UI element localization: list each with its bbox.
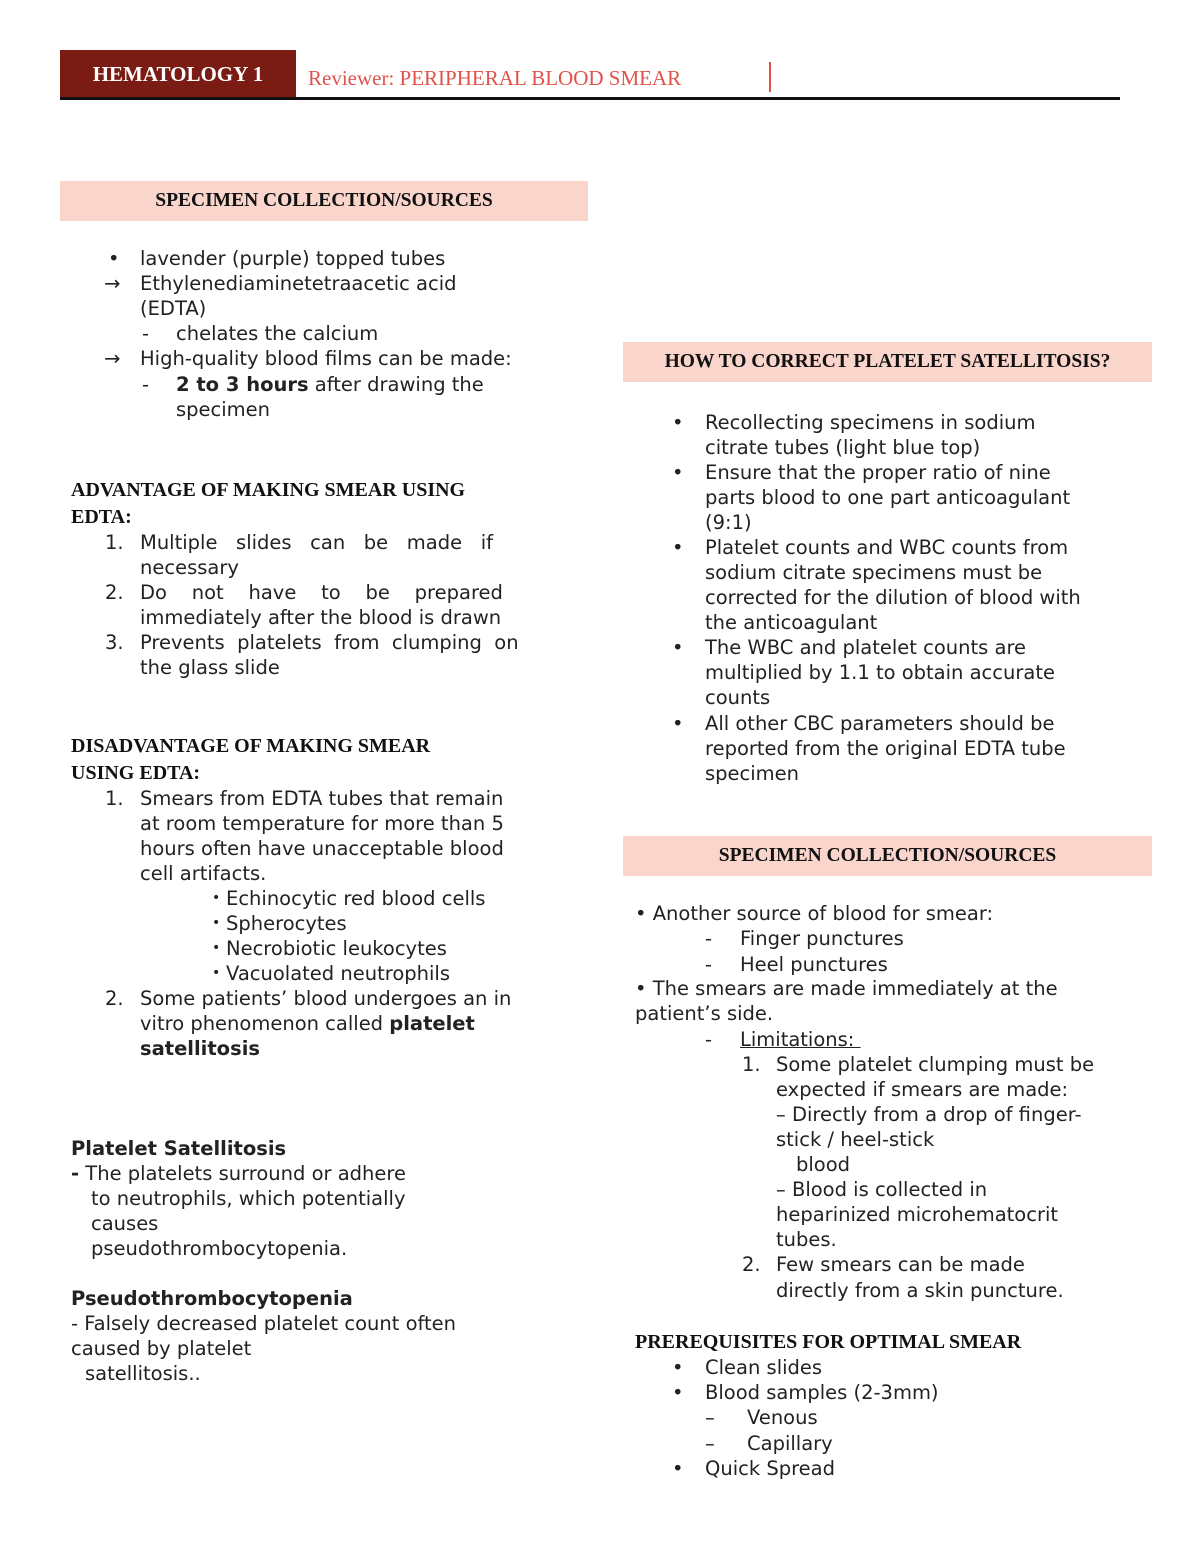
header-rule — [60, 97, 1120, 100]
list-item: Venous — [747, 1406, 818, 1429]
list-item: Echinocytic red blood cells — [226, 887, 486, 910]
list-item: specimen — [176, 398, 271, 421]
list-item: necessary — [140, 556, 239, 579]
list-item: – Blood is collected in — [776, 1178, 988, 1201]
list-item: specimen — [705, 762, 800, 785]
text: The platelets surround or adhere — [79, 1162, 406, 1185]
list-item: lavender (purple) topped tubes — [140, 247, 446, 270]
list-item: Blood samples (2-3mm) — [705, 1381, 939, 1404]
list-item: sodium citrate specimens must be — [705, 561, 1043, 584]
definition-line: - Falsely decreased platelet count often — [71, 1312, 457, 1335]
list-item: corrected for the dilution of blood with — [705, 586, 1081, 609]
definition-line: caused by platelet — [71, 1337, 252, 1360]
dash-glyph: - — [142, 373, 150, 396]
list-item: Spherocytes — [226, 912, 347, 935]
list-item: (9:1) — [705, 511, 752, 534]
number-label: 1. — [105, 787, 124, 810]
bullet: • — [212, 915, 221, 931]
number-label: 2. — [742, 1253, 761, 1276]
list-item: parts blood to one part anticoagulant — [705, 486, 1071, 509]
bullet: • — [108, 247, 120, 270]
bullet: • — [672, 411, 684, 434]
list-item: Some patients’ blood undergoes an in — [140, 987, 512, 1010]
arrow-glyph: → — [104, 272, 121, 295]
text: after drawing the — [308, 373, 484, 396]
list-item: immediately after the blood is drawn — [140, 606, 502, 629]
list-item: Platelet counts and WBC counts from — [705, 536, 1069, 559]
list-item: Ensure that the proper ratio of nine — [705, 461, 1051, 484]
text: vitro phenomenon called — [140, 1012, 390, 1035]
list-item: Clean slides — [705, 1356, 823, 1379]
list-item: – Directly from a drop of finger- — [776, 1103, 1082, 1126]
number-label: 2. — [105, 987, 124, 1010]
term-heading: Pseudothrombocytopenia — [71, 1287, 353, 1310]
list-item: • The smears are made immediately at the — [635, 977, 1058, 1000]
list-item — [140, 1011, 475, 1036]
list-item: Capillary — [747, 1432, 833, 1455]
dash-glyph: - — [705, 953, 713, 976]
section-heading: EDTA: — [71, 506, 132, 528]
number-label: 3. — [105, 631, 124, 654]
list-item: Ethylenediaminetetraacetic acid — [140, 272, 457, 295]
list-item: chelates the calcium — [176, 322, 379, 345]
section-heading: PREREQUISITES FOR OPTIMAL SMEAR — [635, 1331, 1022, 1353]
list-item: directly from a skin puncture. — [776, 1279, 1064, 1302]
number-label: 1. — [742, 1053, 761, 1076]
list-item: Heel punctures — [740, 953, 888, 976]
section-band-specimen-2: SPECIMEN COLLECTION/SOURCES — [623, 836, 1152, 876]
list-item: High-quality blood films can be made: — [140, 347, 512, 370]
list-item: Few smears can be made — [776, 1253, 1025, 1276]
list-item: The WBC and platelet counts are — [705, 636, 1027, 659]
list-item: citrate tubes (light blue top) — [705, 436, 981, 459]
list-item: hours often have unacceptable blood — [140, 837, 504, 860]
bullet: • — [212, 965, 221, 981]
dash-glyph: – — [705, 1432, 715, 1455]
dash-glyph: - — [705, 927, 713, 950]
limitations-label: Limitations: — [740, 1028, 861, 1051]
bullet: • — [672, 461, 684, 484]
course-title: HEMATOLOGY 1 — [60, 50, 296, 98]
list-item: the anticoagulant — [705, 611, 878, 634]
definition-line: pseudothrombocytopenia. — [91, 1237, 348, 1260]
list-item: patient’s side. — [635, 1002, 774, 1025]
dash-glyph: - — [142, 322, 150, 345]
list-item: Multiple slides can be made if — [140, 531, 493, 554]
list-item: Smears from EDTA tubes that remain — [140, 787, 504, 810]
list-item: expected if smears are made: — [776, 1078, 1069, 1101]
list-item: Do not have to be prepared — [140, 581, 503, 604]
list-item: multiplied by 1.1 to obtain accurate — [705, 661, 1055, 684]
bullet: • — [672, 1457, 684, 1480]
list-item — [176, 372, 484, 397]
list-item: All other CBC parameters should be — [705, 712, 1055, 735]
bullet: • — [672, 536, 684, 559]
list-item: counts — [705, 686, 771, 709]
list-item: tubes. — [776, 1228, 837, 1251]
list-item: Vacuolated neutrophils — [226, 962, 450, 985]
list-item: Quick Spread — [705, 1457, 836, 1480]
list-item: the glass slide — [140, 656, 280, 679]
section-band-specimen: SPECIMEN COLLECTION/SOURCES — [60, 181, 588, 221]
list-item: Finger punctures — [740, 927, 904, 950]
page-subtitle: Reviewer: PERIPHERAL BLOOD SMEAR — [308, 66, 682, 90]
list-item: Some platelet clumping must be — [776, 1053, 1095, 1076]
header-divider — [769, 62, 771, 92]
dash-glyph: – — [705, 1406, 715, 1429]
bold-text: 2 to 3 hours — [176, 373, 309, 396]
bullet: • — [212, 890, 221, 906]
dash-glyph: - — [71, 1162, 80, 1185]
bold-text: satellitosis — [140, 1037, 260, 1060]
section-heading: DISADVANTAGE OF MAKING SMEAR — [71, 735, 431, 757]
list-item: cell artifacts. — [140, 862, 267, 885]
list-item: Recollecting specimens in sodium — [705, 411, 1036, 434]
arrow-glyph: → — [104, 347, 121, 370]
definition-line: causes — [91, 1212, 159, 1235]
definition-line: to neutrophils, which potentially — [91, 1187, 406, 1210]
list-item: heparinized microhematocrit — [776, 1203, 1059, 1226]
list-item: reported from the original EDTA tube — [705, 737, 1066, 760]
definition-line: satellitosis.. — [85, 1362, 201, 1385]
bullet: • — [672, 636, 684, 659]
term-heading: Platelet Satellitosis — [71, 1137, 287, 1160]
bullet: • — [672, 712, 684, 735]
list-item: Prevents platelets from clumping on — [140, 631, 519, 654]
list-item: blood — [796, 1153, 851, 1176]
list-item: (EDTA) — [140, 297, 207, 320]
section-heading: USING EDTA: — [71, 762, 201, 784]
bullet: • — [212, 940, 221, 956]
bullet: • — [672, 1356, 684, 1379]
section-band-correct: HOW TO CORRECT PLATELET SATELLITOSIS? — [623, 342, 1152, 382]
number-label: 1. — [105, 531, 124, 554]
dash-glyph: - — [705, 1028, 713, 1051]
section-heading: ADVANTAGE OF MAKING SMEAR USING — [71, 479, 466, 501]
list-item: Necrobiotic leukocytes — [226, 937, 447, 960]
bold-text: platelet — [389, 1012, 475, 1035]
list-item: at room temperature for more than 5 — [140, 812, 504, 835]
definition-line — [71, 1161, 406, 1186]
number-label: 2. — [105, 581, 124, 604]
bullet: • — [672, 1381, 684, 1404]
list-item: stick / heel-stick — [776, 1128, 935, 1151]
list-item: • Another source of blood for smear: — [635, 902, 994, 925]
